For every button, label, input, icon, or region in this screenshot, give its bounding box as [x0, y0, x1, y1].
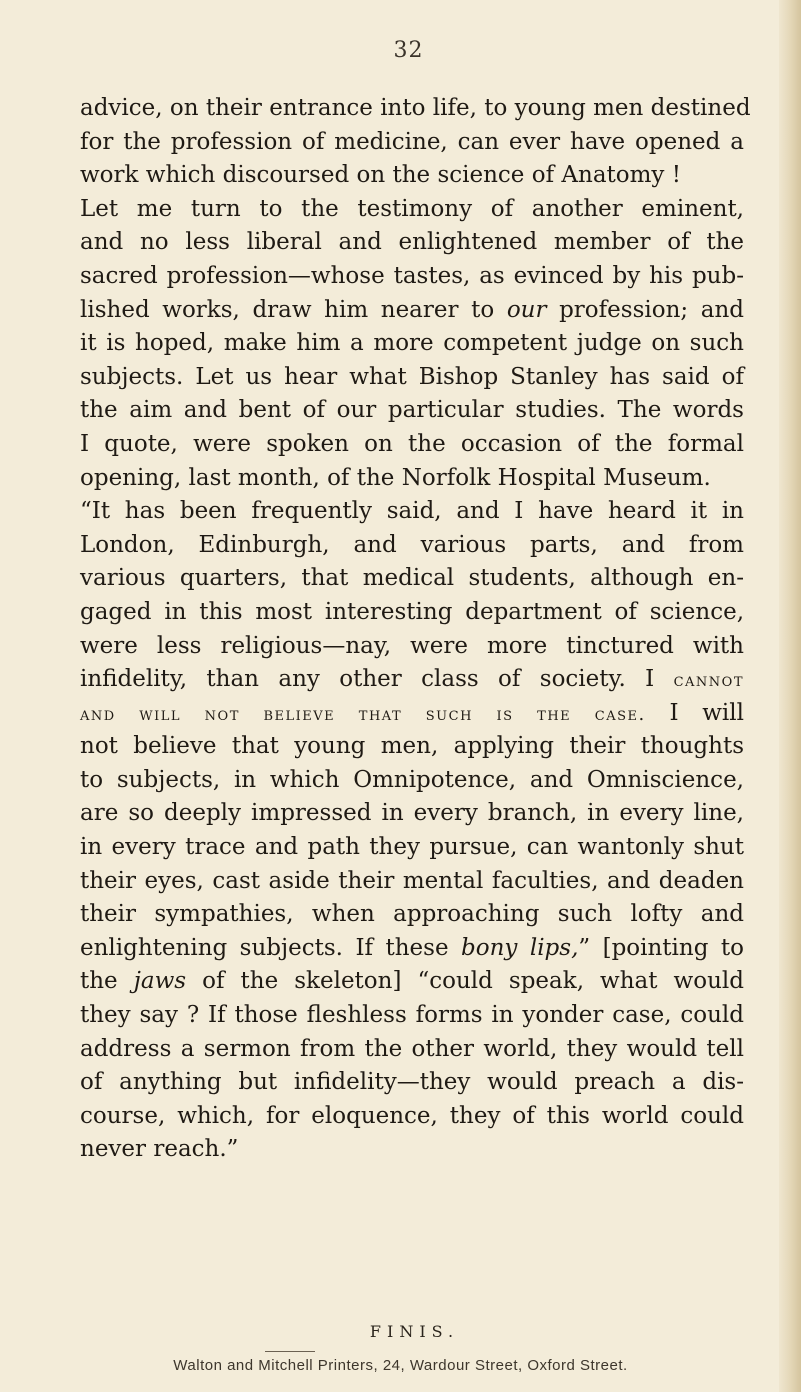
- text-line: [80, 697, 744, 731]
- body-text: [80, 92, 751, 1167]
- text-run: bony lips,: [461, 934, 579, 961]
- text-run: our: [506, 296, 547, 323]
- text-line: [80, 764, 744, 798]
- text-run: I will: [645, 699, 744, 726]
- text-run: of the skeleton] “could speak, what would: [186, 968, 744, 995]
- text-line: [80, 965, 744, 999]
- text-run: it is hoped, make him a more competent judge on such: [80, 330, 744, 357]
- text-line: [80, 193, 744, 227]
- text-run: cannot: [673, 670, 744, 692]
- text-run: to subjects, in which Omnipotence, and Omniscience,: [80, 766, 744, 793]
- imprint-rule: [265, 1351, 315, 1352]
- text-line: [80, 294, 744, 328]
- text-run: profession; and: [546, 296, 744, 323]
- text-line: [80, 394, 744, 428]
- text-line: [80, 831, 744, 865]
- text-run: not believe that young men, applying their thoughts: [80, 733, 744, 760]
- text-run: I quote, were spoken on the occasion of the formal: [80, 430, 744, 457]
- text-run: their sympathies, when approaching such lofty and: [80, 901, 744, 928]
- text-run: “It has been frequently said, and I have heard it in: [80, 498, 744, 525]
- text-run: never reach.”: [80, 1136, 239, 1163]
- text-run: course, which, for eloquence, they of this world could: [80, 1102, 744, 1129]
- text-line: [80, 797, 744, 831]
- text-run: in every trace and path they pursue, can wantonly shut: [80, 834, 744, 861]
- text-run: advice, on their entrance into life, to young men destined: [80, 95, 751, 121]
- text-run: they say ? If those fleshless forms in yonder case, could: [80, 1002, 744, 1029]
- page-number: 32: [393, 38, 424, 63]
- text-run: Let me turn to the testimony of another eminent,: [80, 195, 744, 222]
- text-run: are so deeply impressed in every branch, in every line,: [80, 800, 744, 827]
- text-line: [80, 260, 744, 294]
- text-run: opening, last month, of the Norfolk Hospital Museum.: [80, 464, 711, 491]
- printer-imprint: Walton and Mitchell Printers, 24, Wardour Street, Oxford Street.: [173, 1357, 628, 1374]
- text-line: [80, 495, 744, 529]
- text-run: for the profession of medicine, can ever have opened a: [80, 128, 744, 155]
- text-run: and no less liberal and enlightened member of the: [80, 229, 744, 256]
- text-line: [80, 159, 744, 193]
- text-run: address a sermon from the other world, they would tell: [80, 1035, 744, 1062]
- text-line: [80, 865, 744, 899]
- text-line: [80, 361, 744, 395]
- text-run: were less religious—nay, were more tinctured with: [80, 632, 744, 659]
- text-run: jaws: [133, 968, 187, 995]
- text-run: the aim and bent of our particular studies. The words: [80, 397, 744, 424]
- text-run: lished works, draw him nearer to: [80, 296, 507, 323]
- text-run: work which discoursed on the science of Anatomy !: [80, 162, 681, 189]
- text-line: [80, 1066, 744, 1100]
- text-run: gaged in this most interesting department of science,: [80, 598, 744, 625]
- text-run: London, Edinburgh, and various parts, and from: [80, 531, 744, 558]
- text-line: [80, 1033, 744, 1067]
- text-run: infidelity, than any other class of society. I: [80, 666, 674, 693]
- text-line: [80, 596, 744, 630]
- text-line: [80, 1133, 744, 1167]
- text-line: [80, 92, 751, 126]
- finis-heading: FINIS.: [369, 1322, 460, 1341]
- text-line: [80, 630, 744, 664]
- text-run: enlightening subjects. If these: [80, 934, 462, 961]
- text-line: [80, 932, 744, 966]
- text-run: various quarters, that medical students, although en-: [80, 565, 744, 592]
- text-line: [80, 529, 744, 563]
- text-line: [80, 1100, 744, 1134]
- text-run: their eyes, cast aside their mental faculties, and deaden: [80, 867, 744, 894]
- text-line: [80, 730, 744, 764]
- text-run: of anything but infidelity—they would preach a dis-: [80, 1069, 744, 1096]
- text-line: [80, 898, 744, 932]
- text-run: the: [80, 968, 134, 995]
- text-run: sacred profession—whose tastes, as evinced by his pub-: [80, 262, 744, 289]
- text-line: [80, 663, 744, 697]
- page-edge-shadow: [779, 0, 801, 1392]
- text-line: [80, 226, 744, 260]
- text-line: [80, 428, 744, 462]
- text-run: subjects. Let us hear what Bishop Stanley has said of: [80, 363, 744, 390]
- text-run: ” [pointing to: [578, 934, 744, 961]
- text-line: [80, 562, 744, 596]
- text-line: [80, 462, 744, 496]
- text-line: [80, 327, 744, 361]
- text-run: and will not believe that such is the case.: [80, 703, 646, 725]
- text-line: [80, 999, 744, 1033]
- text-line: [80, 126, 744, 160]
